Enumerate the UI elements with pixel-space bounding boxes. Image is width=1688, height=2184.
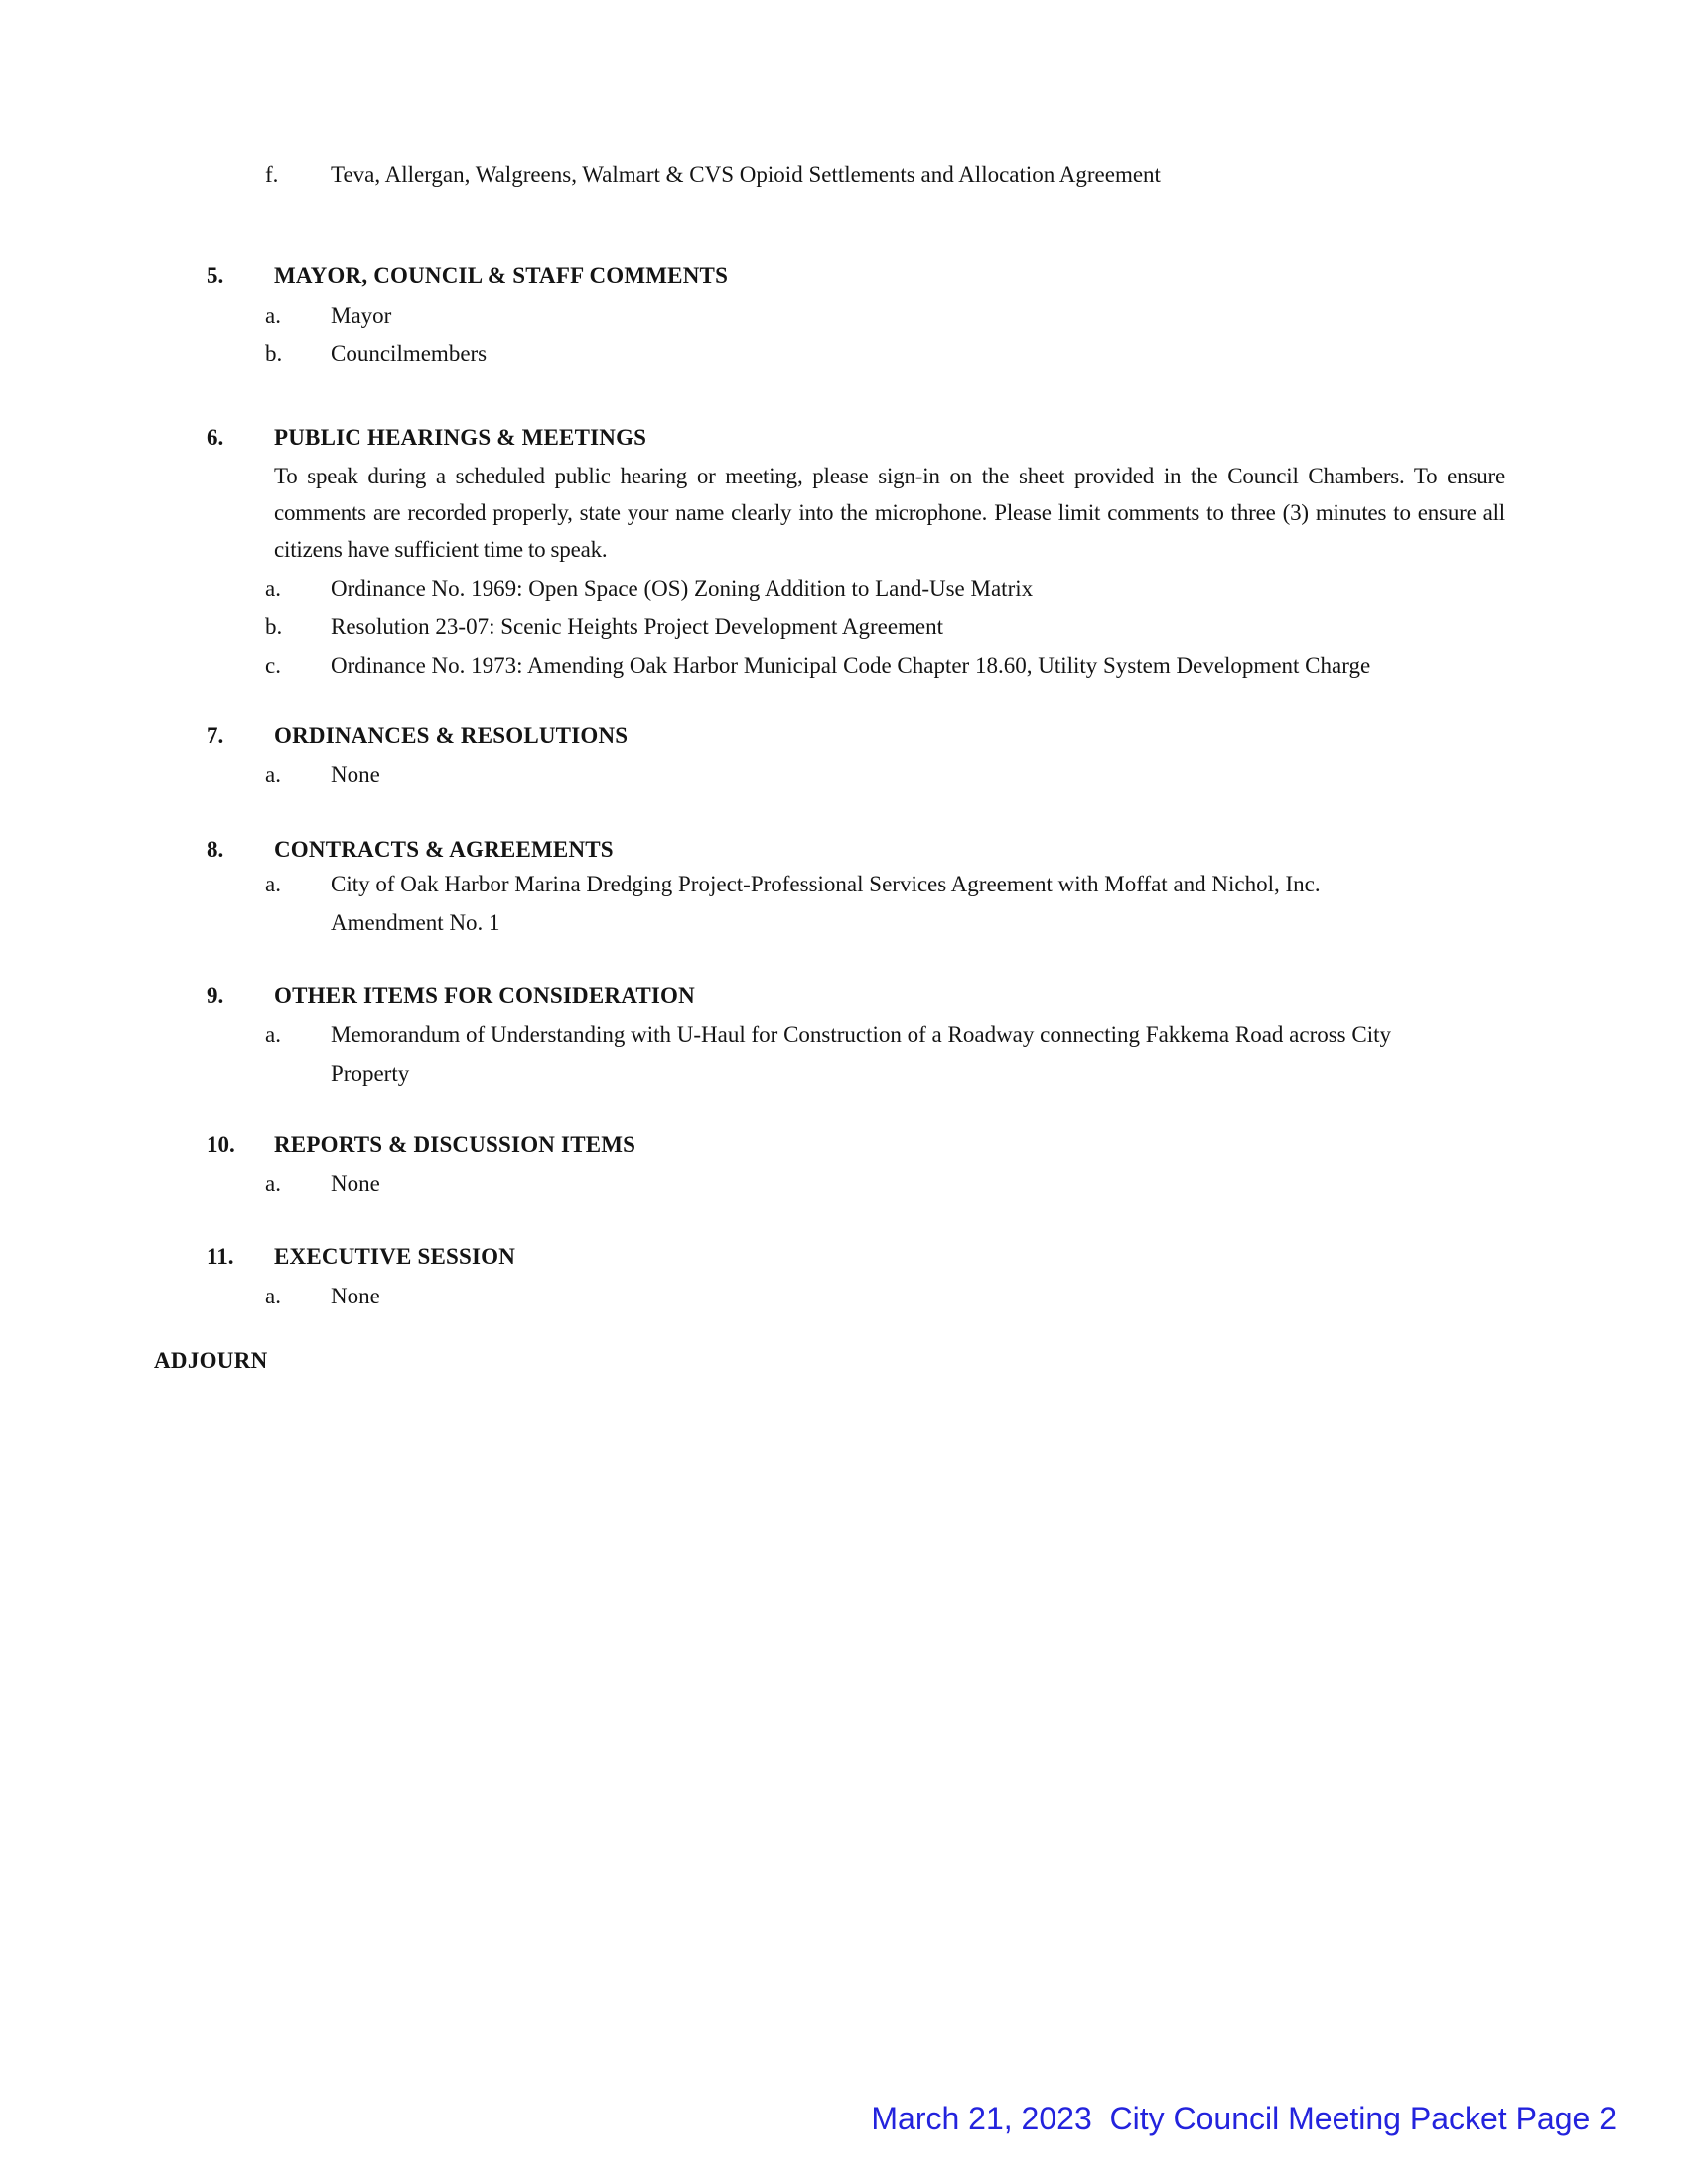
item-4f-letter: f. — [265, 162, 279, 187]
item-11a-letter: a. — [265, 1284, 281, 1308]
item-6b-letter: b. — [265, 614, 283, 639]
section-6-number: 6. — [207, 425, 224, 450]
item-6b-text: Resolution 23-07: Scenic Heights Project Development Agreement — [331, 614, 944, 639]
section-10-title: REPORTS & DISCUSSION ITEMS — [274, 1132, 636, 1157]
item-9a-letter: a. — [265, 1023, 281, 1047]
item-6c-letter: c. — [265, 653, 281, 678]
item-6a-letter: a. — [265, 576, 281, 601]
item-8a-text-line1: City of Oak Harbor Marina Dredging Project-Professional Services Agreement with Moffat and Nichol, Inc. — [331, 872, 1321, 896]
item-8a-letter: a. — [265, 872, 281, 896]
item-5b-letter: b. — [265, 341, 283, 366]
section-7-number: 7. — [207, 723, 224, 748]
item-9a-text-line2: Property — [331, 1061, 410, 1086]
section-7-title: ORDINANCES & RESOLUTIONS — [274, 723, 629, 748]
item-10a-text: None — [331, 1171, 380, 1196]
item-7a-text: None — [331, 762, 380, 787]
item-6a-text: Ordinance No. 1969: Open Space (OS) Zoning Addition to Land-Use Matrix — [331, 576, 1034, 601]
section-8-number: 8. — [207, 837, 224, 862]
section-5-number: 5. — [207, 263, 224, 288]
section-11-number: 11. — [207, 1244, 234, 1269]
section-11-title: EXECUTIVE SESSION — [274, 1244, 516, 1269]
section-6-title: PUBLIC HEARINGS & MEETINGS — [274, 425, 647, 450]
item-9a-text-line1: Memorandum of Understanding with U-Haul for Construction of a Roadway connecting Fakkema Road across City — [331, 1023, 1391, 1047]
item-5b-text: Councilmembers — [331, 341, 488, 366]
item-8a-text-line2: Amendment No. 1 — [331, 910, 500, 935]
section-6-intro-paragraph: To speak during a scheduled public hearing or meeting, please sign-in on the sheet provided in the Council Chambers. To ensure comments are recorded properly, state your name clearly into the microphone. Please limit comments to three (3) minutes to ensure all citizens have sufficient time to speak. — [274, 464, 1505, 562]
section-8-title: CONTRACTS & AGREEMENTS — [274, 837, 614, 862]
item-5a-text: Mayor — [331, 303, 392, 328]
item-7a-letter: a. — [265, 762, 281, 787]
item-11a-text: None — [331, 1284, 380, 1308]
item-6c-text: Ordinance No. 1973: Amending Oak Harbor Municipal Code Chapter 18.60, Utility System Development Charge — [331, 653, 1371, 678]
item-10a-letter: a. — [265, 1171, 281, 1196]
item-5a-letter: a. — [265, 303, 281, 328]
section-10-number: 10. — [207, 1132, 235, 1157]
section-9-title: OTHER ITEMS FOR CONSIDERATION — [274, 983, 695, 1008]
adjourn-label: ADJOURN — [154, 1348, 268, 1373]
section-9-number: 9. — [207, 983, 224, 1008]
section-5-title: MAYOR, COUNCIL & STAFF COMMENTS — [274, 263, 729, 288]
footer-text: March 21, 2023 City Council Meeting Packet Page 2 — [871, 2101, 1617, 2136]
item-4f-text: Teva, Allergan, Walgreens, Walmart & CVS Opioid Settlements and Allocation Agreement — [331, 162, 1161, 187]
